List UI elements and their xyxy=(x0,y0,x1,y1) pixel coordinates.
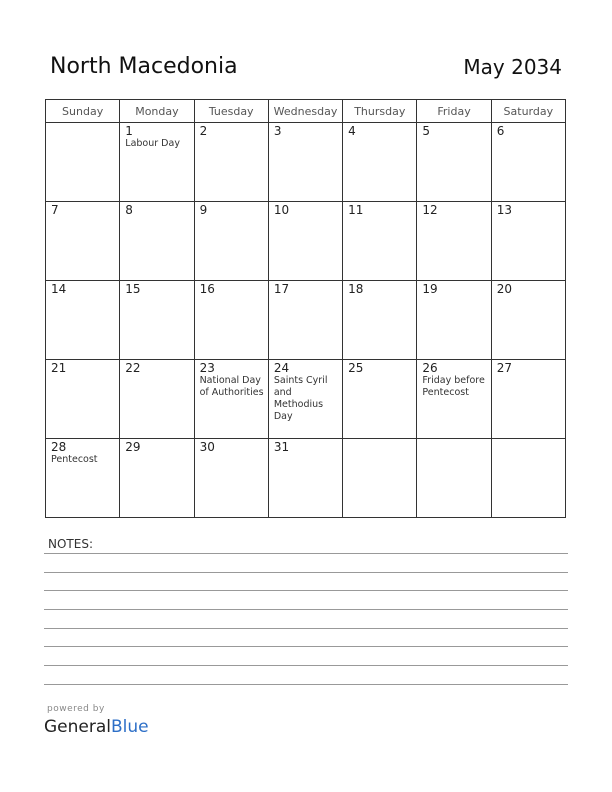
day-cell xyxy=(120,360,194,439)
holiday-label: Friday before Pentecost xyxy=(422,375,485,398)
day-cell xyxy=(491,439,565,518)
holiday-label: National Day of Authorities xyxy=(199,375,264,398)
day-number: 14 xyxy=(51,282,67,296)
day-number: 11 xyxy=(348,203,364,217)
day-cell xyxy=(343,281,417,360)
day-number: 28 xyxy=(51,440,67,454)
notes-line xyxy=(44,609,568,610)
day-number: 18 xyxy=(348,282,364,296)
day-cell xyxy=(194,281,268,360)
day-cell xyxy=(417,202,491,281)
notes-line xyxy=(44,572,568,573)
day-number: 16 xyxy=(199,282,215,296)
day-cell xyxy=(491,360,565,439)
day-cell xyxy=(268,360,342,439)
day-number: 20 xyxy=(496,282,512,296)
notes-line xyxy=(44,684,568,685)
powered-by-text: powered by xyxy=(47,704,105,714)
day-cell xyxy=(491,123,565,202)
week-row xyxy=(46,202,566,281)
day-number: 4 xyxy=(348,124,356,138)
holiday-label: Saints Cyril and Methodius Day xyxy=(273,375,328,422)
notes-line xyxy=(44,553,568,554)
day-number: 30 xyxy=(199,440,215,454)
brand-general: General xyxy=(44,717,111,737)
day-cell xyxy=(417,439,491,518)
day-number: 22 xyxy=(125,361,141,375)
day-number: 19 xyxy=(422,282,438,296)
weekday-header: Monday xyxy=(120,100,194,123)
day-cell xyxy=(46,439,120,518)
weekday-header: Thursday xyxy=(343,100,417,123)
day-cell xyxy=(268,202,342,281)
weekday-header: Friday xyxy=(417,100,491,123)
week-row xyxy=(46,281,566,360)
day-number: 12 xyxy=(422,203,438,217)
day-cell xyxy=(417,360,491,439)
day-cell xyxy=(268,439,342,518)
holiday-label: Pentecost xyxy=(51,454,98,465)
day-number: 8 xyxy=(125,203,133,217)
holiday-label: Labour Day xyxy=(125,138,180,149)
day-cell xyxy=(491,202,565,281)
notes-label: NOTES: xyxy=(48,537,93,551)
day-cell xyxy=(491,281,565,360)
day-cell xyxy=(120,439,194,518)
day-cell xyxy=(417,281,491,360)
day-number: 3 xyxy=(273,124,282,138)
day-cell xyxy=(46,281,120,360)
day-number: 24 xyxy=(273,361,290,375)
day-cell xyxy=(194,439,268,518)
day-number: 29 xyxy=(125,440,141,454)
week-row xyxy=(46,439,566,518)
brand-blue: Blue xyxy=(111,717,149,737)
day-number: 2 xyxy=(199,124,208,138)
day-number: 31 xyxy=(273,440,290,454)
day-number: 25 xyxy=(348,361,364,375)
day-number: 21 xyxy=(51,361,67,375)
day-cell xyxy=(194,123,268,202)
day-cell xyxy=(268,281,342,360)
day-cell xyxy=(46,202,120,281)
weekday-header: Wednesday xyxy=(268,100,342,123)
notes-line xyxy=(44,665,568,666)
week-row xyxy=(46,123,566,202)
notes-line xyxy=(44,590,568,591)
weekday-header: Tuesday xyxy=(194,100,268,123)
day-number: 9 xyxy=(199,203,208,217)
day-number: 5 xyxy=(422,124,431,138)
day-cell xyxy=(194,202,268,281)
day-number: 17 xyxy=(273,282,290,296)
calendar-title: North Macedonia xyxy=(50,54,238,79)
calendar-grid xyxy=(45,99,566,518)
day-cell xyxy=(343,360,417,439)
day-number: 26 xyxy=(422,361,438,375)
day-cell xyxy=(120,123,194,202)
day-cell xyxy=(46,123,120,202)
calendar-month: May 2034 xyxy=(463,55,562,79)
day-number: 1 xyxy=(125,124,133,138)
weekday-header: Sunday xyxy=(46,100,120,123)
generalblue-logo xyxy=(44,717,149,737)
day-cell xyxy=(194,360,268,439)
notes-line xyxy=(44,628,568,629)
week-row xyxy=(46,360,566,439)
day-number: 6 xyxy=(496,124,505,138)
day-cell xyxy=(46,360,120,439)
day-cell xyxy=(120,281,194,360)
notes-line xyxy=(44,646,568,647)
day-cell xyxy=(268,123,342,202)
day-cell xyxy=(343,123,417,202)
day-cell xyxy=(120,202,194,281)
weekday-header-row xyxy=(46,100,566,123)
day-cell xyxy=(343,202,417,281)
day-cell xyxy=(343,439,417,518)
weekday-header: Saturday xyxy=(491,100,565,123)
day-number: 27 xyxy=(496,361,512,375)
day-number: 15 xyxy=(125,282,141,296)
day-number: 13 xyxy=(496,203,512,217)
day-number: 23 xyxy=(199,361,215,375)
day-cell xyxy=(417,123,491,202)
day-number: 7 xyxy=(51,203,59,217)
day-number: 10 xyxy=(273,203,290,217)
